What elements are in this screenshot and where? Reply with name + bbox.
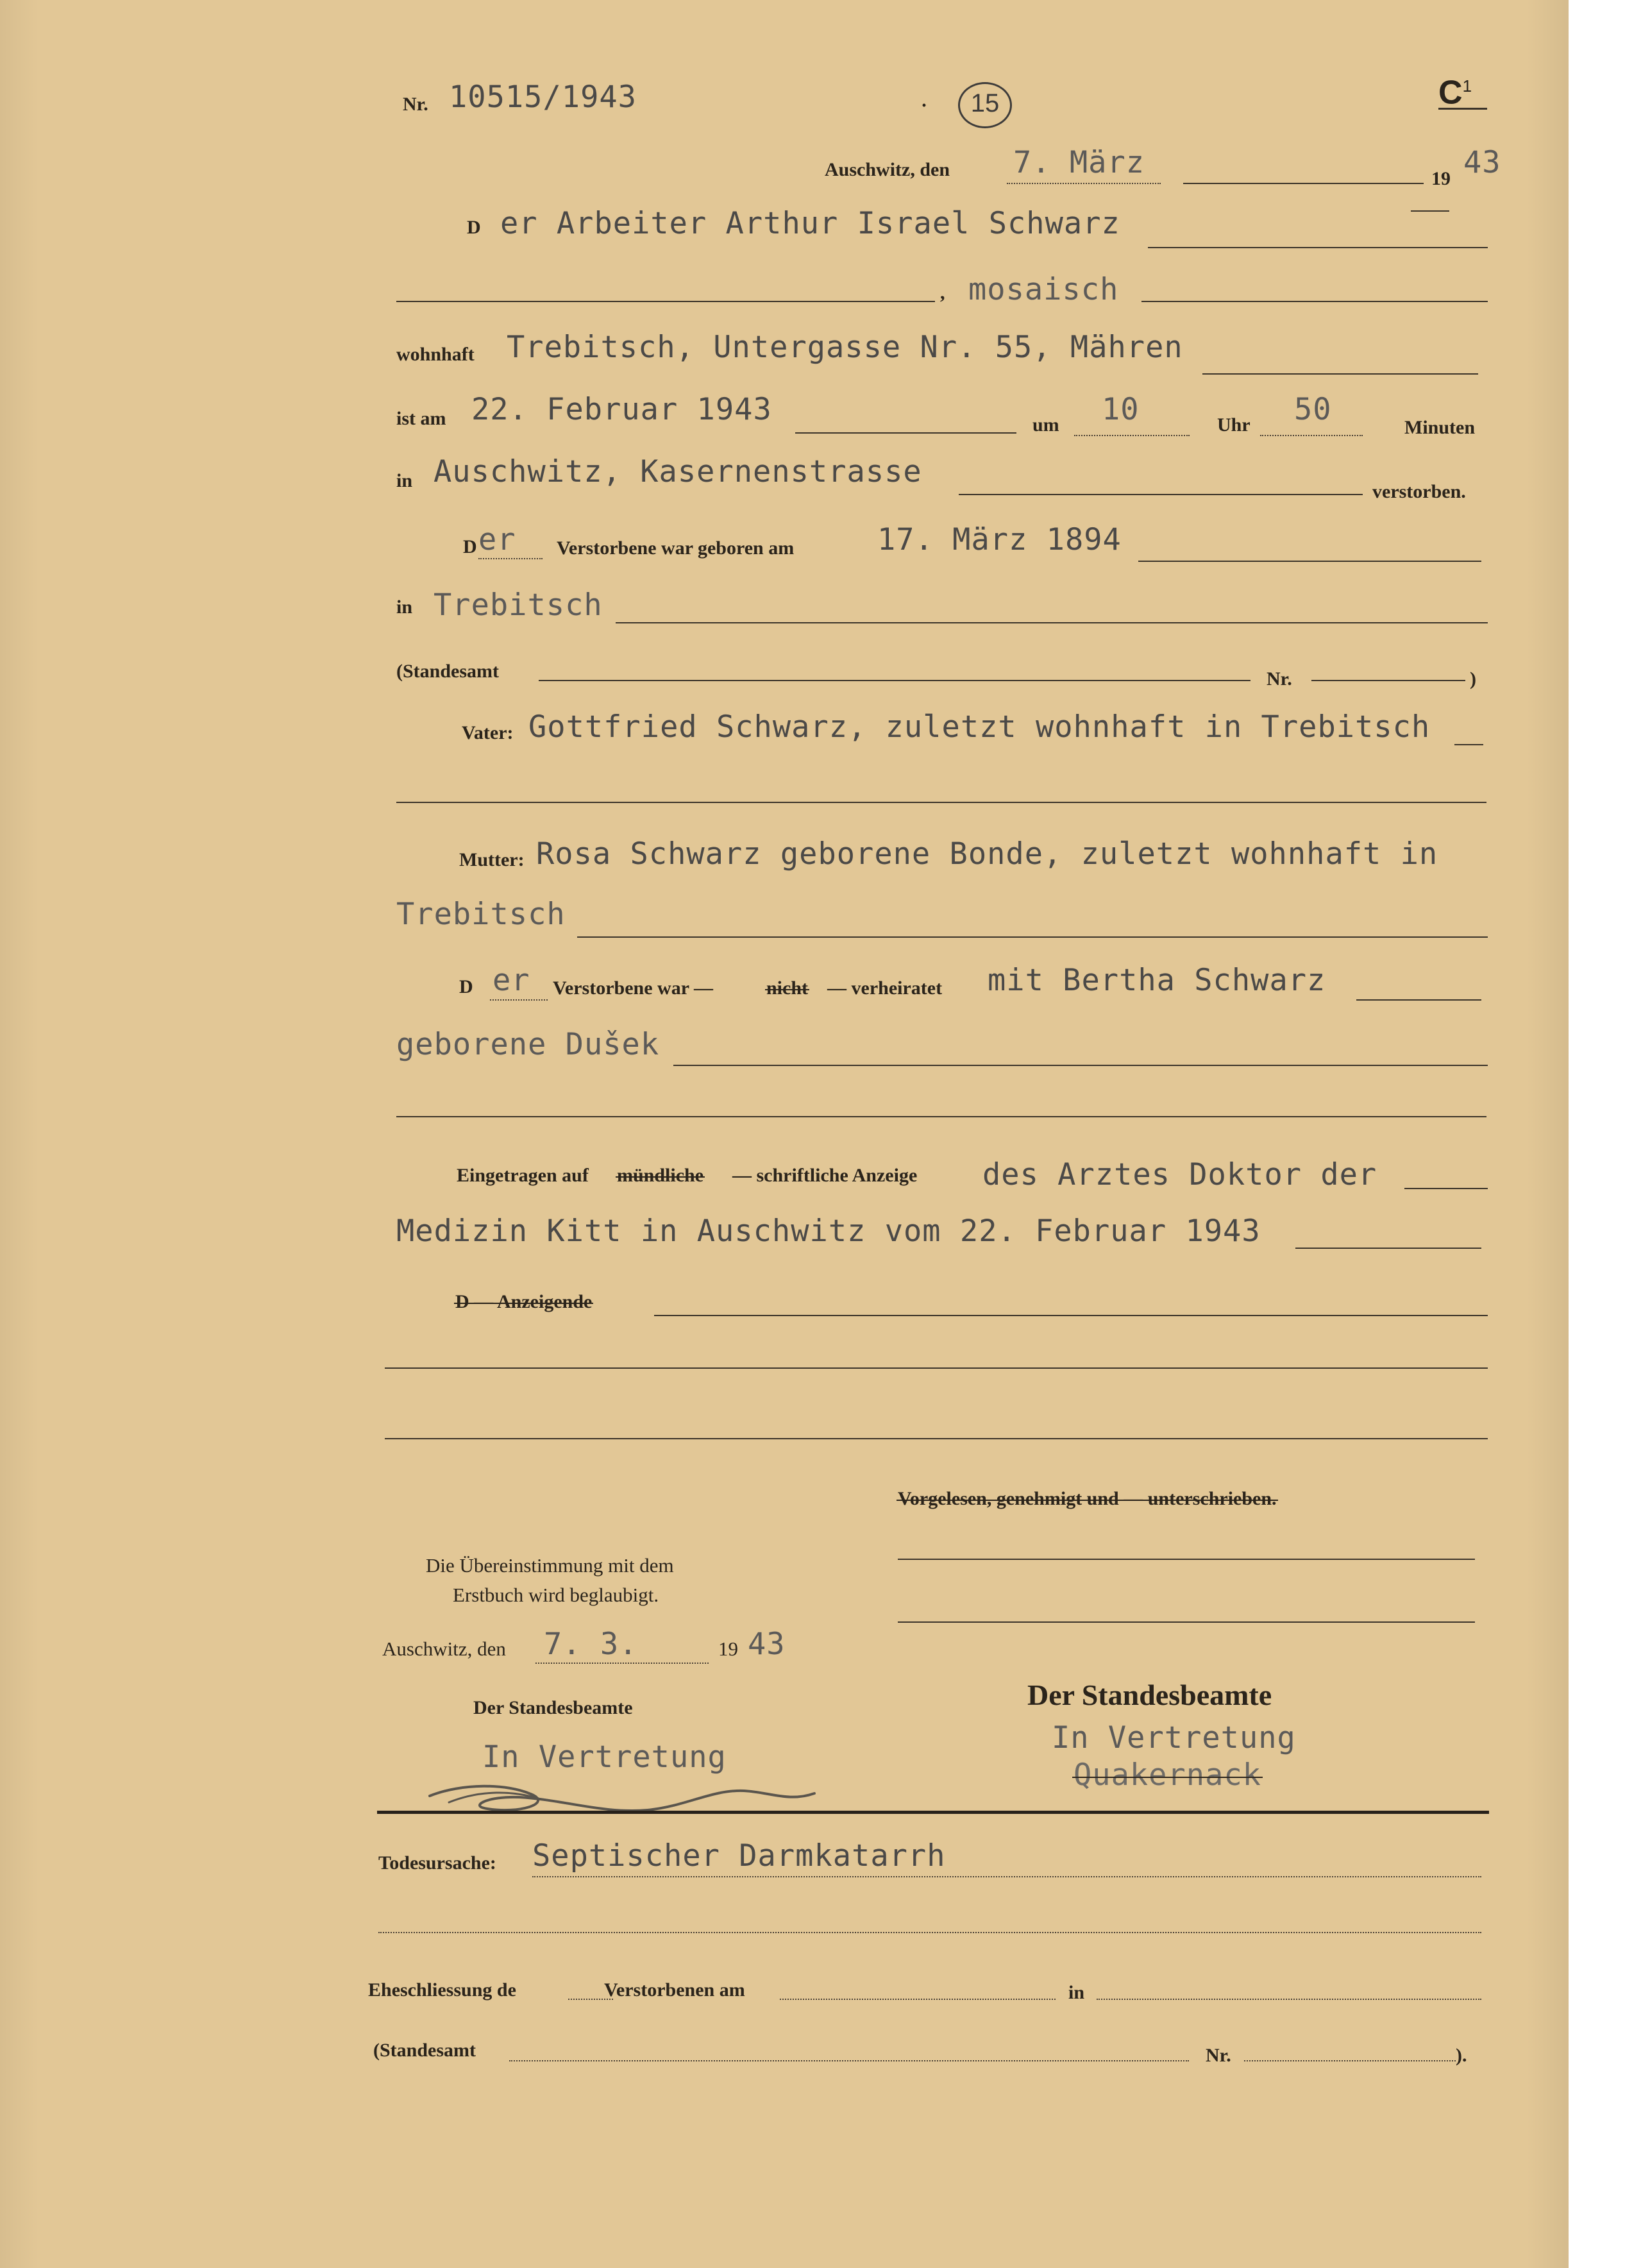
right-deputy: In Vertretung xyxy=(1052,1720,1296,1756)
religion-comma: , xyxy=(940,282,945,303)
date-line xyxy=(1183,183,1424,184)
footer-standesamt-label: (Standesamt xyxy=(373,2040,476,2061)
place-date-label: Auschwitz, den xyxy=(825,159,950,180)
entry-label-2: — schriftliche Anzeige xyxy=(732,1165,918,1186)
death-minute: 50 xyxy=(1294,392,1332,427)
date-dotline xyxy=(1007,183,1161,184)
mutter-label: Mutter: xyxy=(459,849,525,870)
birth-standesamt-line xyxy=(539,680,1250,681)
mutter-line xyxy=(577,936,1488,938)
minute-dotline xyxy=(1260,435,1363,436)
document-date: 7. März xyxy=(1013,145,1145,180)
cause-dotline-2 xyxy=(378,1932,1481,1933)
marriage-label-2: — verheiratet xyxy=(827,977,943,999)
left-official-title: Der Standesbeamte xyxy=(473,1697,633,1718)
circled-number: 15 xyxy=(970,89,1000,117)
vater-label: Vater: xyxy=(462,722,514,743)
death-date-label: ist am xyxy=(396,408,446,429)
birth-d-value: er xyxy=(478,522,516,557)
form-code-underline xyxy=(1438,108,1487,110)
marriage-d-dotline xyxy=(490,999,548,1001)
cert-date-dotline xyxy=(535,1663,709,1664)
um-label: um xyxy=(1032,414,1059,436)
cause-label: Todesursache: xyxy=(378,1852,496,1874)
circled-number-stamp xyxy=(958,82,1012,128)
verstorben-label: verstorben. xyxy=(1372,481,1466,502)
marriage-reg-dotline-2 xyxy=(780,1999,1056,2000)
marriage-reg-label-2: Verstorbenen am xyxy=(604,1979,745,2001)
certify-line-1: Die Übereinstimmung mit dem xyxy=(426,1554,674,1577)
entry-value-1: des Arztes Doktor der xyxy=(982,1157,1377,1192)
name-mark xyxy=(1411,210,1449,212)
birth-nr-line xyxy=(1311,680,1465,681)
anzeigende-struck: D — Anzeigende xyxy=(455,1291,593,1312)
anzeigende-line-2 xyxy=(385,1367,1488,1369)
death-place-label: in xyxy=(396,470,413,491)
cert-year-prefix: 19 xyxy=(718,1638,738,1660)
religion-leading-line xyxy=(396,301,935,302)
death-place-line xyxy=(959,494,1363,495)
marriage-struck-word: nicht xyxy=(766,977,809,999)
marriage-reg-label-1: Eheschliessung de xyxy=(368,1979,516,2001)
spouse-line-1 xyxy=(1356,999,1481,1001)
birth-date-line xyxy=(1138,561,1481,562)
entry-value-2: Medizin Kitt in Auschwitz vom 22. Februar 1943 xyxy=(396,1214,1261,1249)
cause-dotline xyxy=(532,1876,1481,1877)
entry-line-1 xyxy=(1404,1188,1488,1189)
mutter-value-2: Trebitsch xyxy=(396,897,566,932)
signature-scribble xyxy=(410,1757,821,1828)
signature-line-1 xyxy=(898,1559,1475,1560)
year-value: 43 xyxy=(1463,145,1501,180)
residence-line xyxy=(1202,373,1478,375)
form-code-letter: C xyxy=(1438,74,1463,112)
birth-d-dotline xyxy=(478,558,543,559)
minuten-label: Minuten xyxy=(1404,417,1476,438)
death-date: 22. Februar 1943 xyxy=(471,392,772,427)
entry-struck-word: mündliche xyxy=(617,1165,704,1186)
death-hour: 10 xyxy=(1102,392,1140,427)
birth-place: Trebitsch xyxy=(434,588,603,623)
anzeigende-line-3 xyxy=(385,1438,1488,1439)
birth-close-paren: ) xyxy=(1470,668,1476,690)
section-divider xyxy=(377,1811,1489,1814)
religion-line xyxy=(1141,301,1488,302)
mutter-value-1: Rosa Schwarz geborene Bonde, zuletzt wohnhaft in xyxy=(536,836,1438,872)
footer-nr-dotline xyxy=(1244,2060,1456,2061)
footer-standesamt-dotline xyxy=(509,2060,1189,2061)
death-place: Auschwitz, Kasernenstrasse xyxy=(434,454,922,489)
anzeigende-line xyxy=(654,1315,1488,1316)
entry-label-1: Eingetragen auf xyxy=(457,1165,589,1186)
spouse-line-2 xyxy=(673,1065,1488,1066)
marriage-d-label: D xyxy=(459,976,473,997)
vater-value: Gottfried Schwarz, zuletzt wohnhaft in Trebitsch xyxy=(528,709,1431,745)
form-code-sup: 1 xyxy=(1462,76,1472,96)
marriage-reg-dotline-3 xyxy=(1097,1999,1481,2000)
uhr-label: Uhr xyxy=(1217,414,1250,436)
vater-line xyxy=(1454,744,1483,745)
marriage-d-value: er xyxy=(493,963,530,998)
cert-year: 43 xyxy=(748,1627,786,1662)
form-code xyxy=(1438,69,1472,112)
footer-close-paren: ). xyxy=(1456,2045,1467,2066)
birth-place-label: in xyxy=(396,597,413,618)
residence-label: wohnhaft xyxy=(396,344,475,365)
right-official-name: Quakernack xyxy=(1074,1757,1261,1793)
vater-line-2 xyxy=(396,802,1486,803)
birth-date: 17. März 1894 xyxy=(877,522,1122,557)
entry-line-2 xyxy=(1295,1248,1481,1249)
register-number: 10515/1943 xyxy=(449,80,637,115)
certify-line-2: Erstbuch wird beglaubigt. xyxy=(453,1584,659,1606)
deceased-name: er Arbeiter Arthur Israel Schwarz xyxy=(500,206,1120,241)
spouse-value-2: geborene Dušek xyxy=(396,1027,660,1062)
birth-place-line xyxy=(616,622,1488,623)
cert-date: 7. 3. xyxy=(544,1627,638,1662)
right-official-title: Der Standesbeamte xyxy=(1027,1679,1272,1711)
cert-date-label: Auschwitz, den xyxy=(382,1638,506,1660)
dot-mark: · xyxy=(921,95,928,116)
death-date-line xyxy=(795,432,1016,434)
birth-d-label: D xyxy=(463,536,477,557)
signature-line-2 xyxy=(898,1621,1475,1623)
left-deputy: In Vertretung xyxy=(482,1739,727,1775)
marriage-label-1: Verstorbene war — xyxy=(553,977,713,999)
birth-standesamt-label: (Standesamt xyxy=(396,661,500,682)
vorgelesen-struck: Vorgelesen, genehmigt und — unterschrieben. xyxy=(898,1488,1277,1509)
name-line xyxy=(1148,247,1488,248)
marriage-reg-in-label: in xyxy=(1068,1982,1085,2003)
birth-label: Verstorbene war geboren am xyxy=(557,537,795,559)
spouse-line-3 xyxy=(396,1116,1486,1117)
spouse-value-1: mit Bertha Schwarz xyxy=(988,963,1326,998)
cause-value: Septischer Darmkatarrh xyxy=(532,1838,946,1874)
birth-nr-label: Nr. xyxy=(1267,668,1292,690)
religion-value: mosaisch xyxy=(968,272,1119,307)
footer-nr-label: Nr. xyxy=(1206,2045,1231,2066)
hour-dotline xyxy=(1074,435,1190,436)
year-prefix: 19 xyxy=(1431,168,1451,189)
nr-label: Nr. xyxy=(403,94,428,115)
person-d-label: D xyxy=(467,217,481,238)
residence-value: Trebitsch, Untergasse Nr. 55, Mähren xyxy=(507,330,1183,365)
